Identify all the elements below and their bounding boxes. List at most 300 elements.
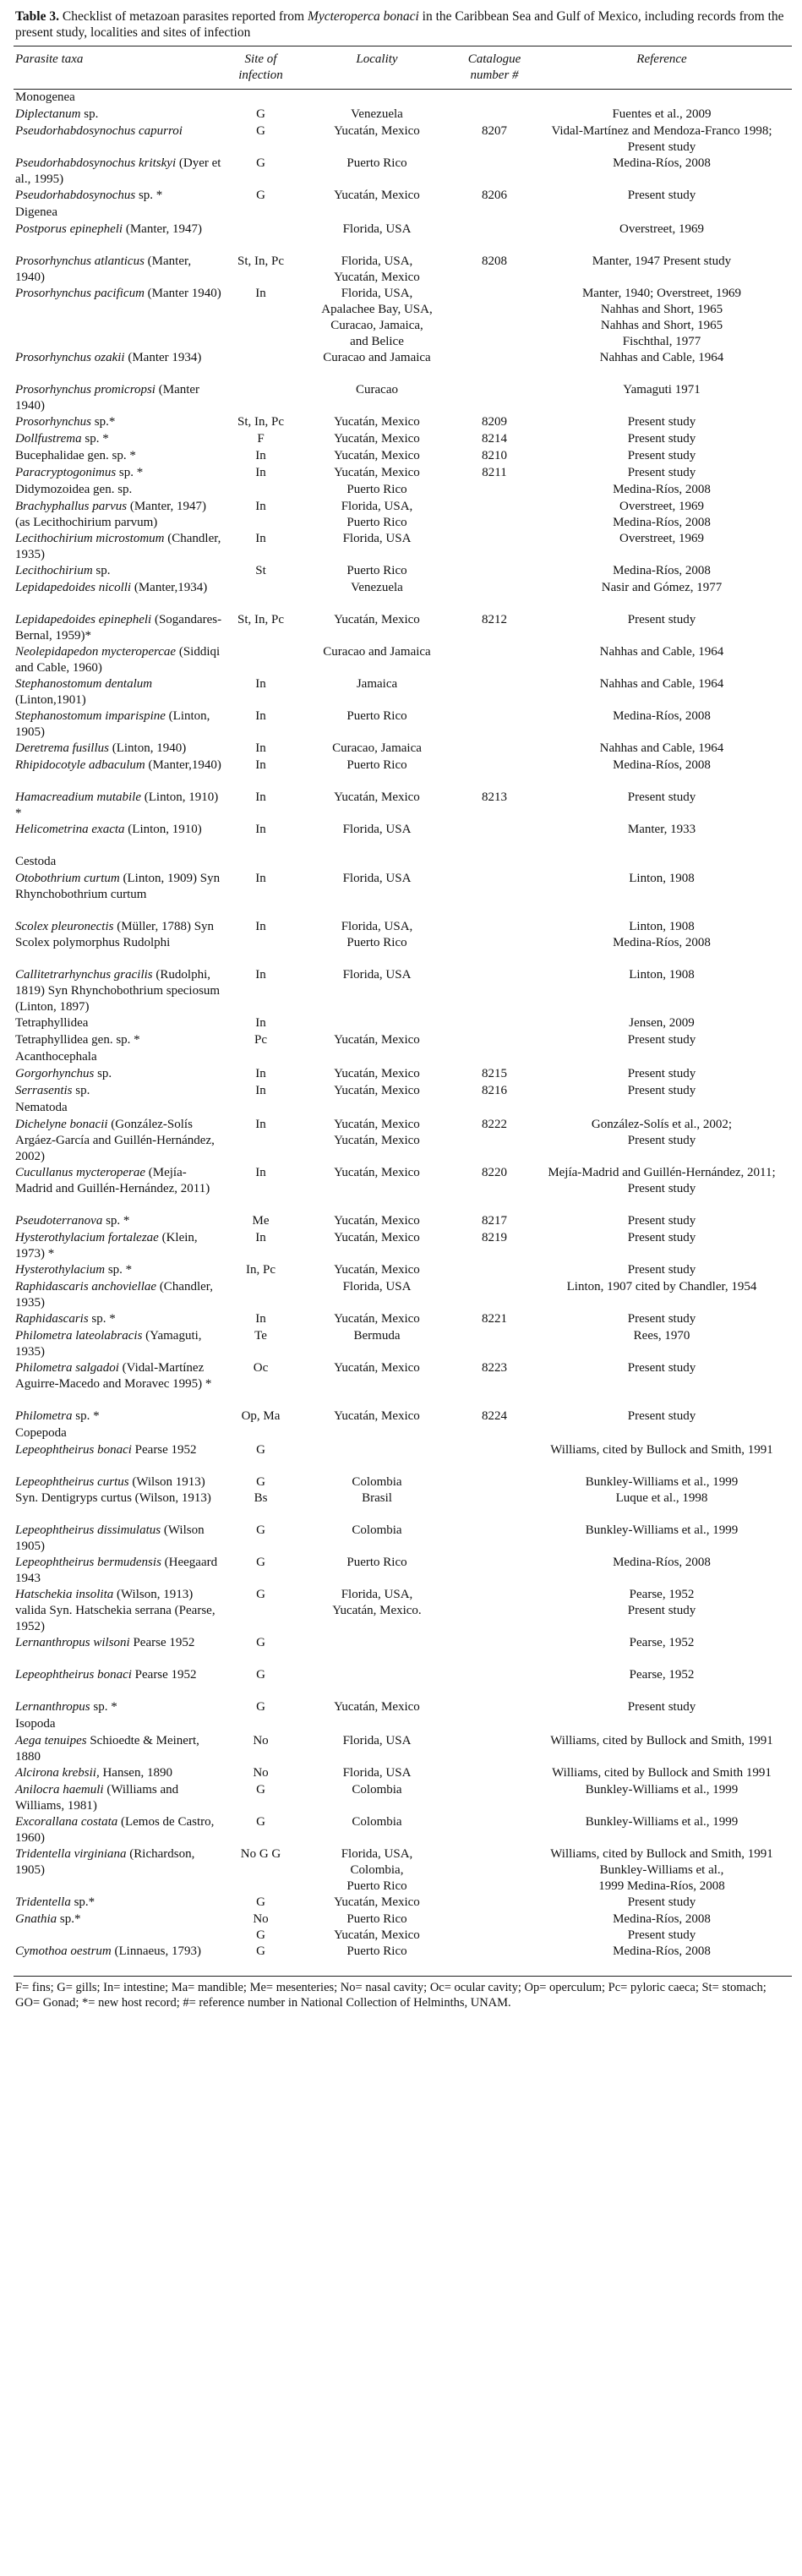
cell-site-of-infection xyxy=(225,482,297,499)
taxon-name: Excorallana costata xyxy=(15,1815,118,1829)
cell-catalogue-number xyxy=(457,1765,532,1782)
cell-parasite-taxon xyxy=(14,967,225,1015)
cell-locality xyxy=(297,1442,457,1474)
cell-parasite-taxon xyxy=(14,1765,225,1782)
cell-site-of-infection: In xyxy=(255,823,266,836)
table-row xyxy=(14,708,792,741)
cell-locality: Yucatán, Mexico xyxy=(334,1263,420,1277)
cell-site-of-infection: In xyxy=(255,741,266,755)
taxon-author: (Manter 1934) xyxy=(128,351,202,364)
cell-reference: Present study xyxy=(627,1263,696,1277)
taxon-author: (Wilson 1913) Syn. Dentigryps curtus (Wilson, 1913) xyxy=(15,1475,211,1505)
taxon-author: (Linton, 1910) xyxy=(128,823,202,836)
cell-locality: Yucatán, Mexico xyxy=(334,1312,420,1326)
taxon-author: (Manter, 1940) xyxy=(15,254,192,284)
table-row xyxy=(14,919,792,967)
cell-locality: Florida, USA xyxy=(342,968,412,982)
taxon-author: (Manter, 1947) xyxy=(125,222,203,236)
cell-catalogue-number: 8209 xyxy=(482,415,507,429)
table-row xyxy=(14,1032,792,1049)
cell-locality: Yucatán, Mexico xyxy=(334,432,420,446)
cell-reference: Medina-Ríos, 2008 xyxy=(613,758,711,772)
cell-parasite-taxon xyxy=(14,1523,225,1555)
taxon-name: Lepidapedoides nicolli xyxy=(15,581,132,594)
table-row xyxy=(14,1555,792,1587)
cell-locality: Yucatán, Mexico xyxy=(334,449,420,462)
cell-locality: Curacao and Jamaica xyxy=(323,351,431,364)
cell-parasite-taxon xyxy=(14,1015,225,1032)
cell-site-of-infection xyxy=(225,350,297,382)
cell-site-of-infection: In xyxy=(255,1067,266,1080)
cell-parasite-taxon xyxy=(14,1846,225,1895)
taxon-author: (Klein, 1973) * xyxy=(15,1231,198,1261)
cell-parasite-taxon xyxy=(14,1733,225,1765)
cell-reference: Williams, cited by Bullock and Smith, 1991 xyxy=(550,1443,773,1457)
cell-parasite-taxon xyxy=(14,708,225,741)
taxon-name: Prosorhynchus atlanticus xyxy=(15,254,145,268)
cell-parasite-taxon xyxy=(14,448,225,465)
cell-reference: Present study xyxy=(627,1895,696,1909)
cell-reference: Present study xyxy=(627,1067,696,1080)
taxon-author: sp. * xyxy=(106,1214,130,1228)
cell-catalogue-number: 8220 xyxy=(482,1166,507,1179)
taxon-author: (Manter, 1947) (as Lecithochirium parvum) xyxy=(15,500,207,529)
table-row xyxy=(14,1311,792,1328)
table-row xyxy=(14,107,792,123)
cell-locality: Yucatán, Mexico xyxy=(334,189,420,202)
taxon-author: (Dyer et al., 1995) xyxy=(15,156,221,186)
table-row xyxy=(14,188,792,205)
cell-catalogue-number xyxy=(457,382,532,414)
cell-site-of-infection: In xyxy=(255,1231,266,1244)
cell-parasite-taxon xyxy=(14,431,225,448)
taxon-author: sp. * xyxy=(107,1263,133,1277)
group-row xyxy=(14,1716,792,1733)
group-row xyxy=(14,205,792,222)
cell-reference: Pearse, 1952 Present study xyxy=(627,1588,696,1617)
cell-reference: Present study xyxy=(627,1361,696,1375)
taxon-name: Aega tenuipes xyxy=(15,1734,87,1747)
cell-catalogue-number: 8214 xyxy=(482,432,507,446)
table-row xyxy=(14,644,792,676)
parasite-checklist-table xyxy=(14,46,792,1977)
cell-reference: Overstreet, 1969 xyxy=(619,532,704,545)
cell-reference: Present study xyxy=(627,415,696,429)
cell-locality: Venezuela xyxy=(351,107,403,121)
cell-catalogue-number xyxy=(457,1944,532,1977)
table-row xyxy=(14,414,792,431)
cell-catalogue-number xyxy=(457,1667,532,1699)
taxon-author: sp. * xyxy=(85,432,109,446)
cell-catalogue-number xyxy=(457,919,532,967)
caption-text-after: in the Caribbean Sea and Gulf of Mexico, including records from the present study, localities and sites of infection xyxy=(15,9,784,40)
taxon-name: Gnathia xyxy=(15,1912,57,1926)
table-row xyxy=(14,967,792,1015)
cell-reference: Present study xyxy=(627,432,696,446)
cell-parasite-taxon xyxy=(14,644,225,676)
table-row xyxy=(14,1733,792,1765)
cell-catalogue-number xyxy=(457,644,532,676)
cell-reference: Present study xyxy=(627,613,696,626)
taxon-author: (Sogandares-Bernal, 1959)* xyxy=(15,613,222,643)
cell-locality: Colombia xyxy=(352,1783,402,1797)
cell-site-of-infection: In xyxy=(255,466,266,479)
group-name: Nematoda xyxy=(15,1101,68,1114)
cell-reference: Present study xyxy=(627,1084,696,1097)
header-site-of-infection: Site of infection xyxy=(225,46,297,90)
cell-reference: Nahhas and Cable, 1964 xyxy=(599,741,724,755)
cell-catalogue-number xyxy=(457,1814,532,1846)
taxon-author: (Lemos de Castro, 1960) xyxy=(15,1815,215,1845)
cell-locality: Florida, USA, Yucatán, Mexico xyxy=(334,254,420,284)
cell-catalogue-number xyxy=(457,482,532,499)
taxon-name: Stephanostomum dentalum xyxy=(15,677,153,691)
table-row xyxy=(14,1667,792,1699)
taxon-name: Pseudorhabdosynochus kritskyi xyxy=(15,156,177,170)
group-name: Copepoda xyxy=(15,1426,67,1440)
cell-site-of-infection: G xyxy=(256,1895,265,1909)
cell-reference: Present study xyxy=(627,466,696,479)
cell-site-of-infection: F xyxy=(257,432,265,446)
cell-reference: Williams, cited by Bullock and Smith, 1991 xyxy=(550,1734,773,1747)
cell-parasite-taxon xyxy=(14,222,225,254)
cell-locality: Yucatán, Mexico xyxy=(334,415,420,429)
cell-parasite-taxon xyxy=(14,871,225,919)
taxon-name: Neolepidapedon mycteropercae xyxy=(15,645,177,659)
cell-catalogue-number: 8206 xyxy=(482,189,507,202)
cell-locality xyxy=(297,1667,457,1699)
taxon-name: Philometra lateolabracis xyxy=(15,1329,143,1343)
cell-site-of-infection: St, In, Pc xyxy=(237,415,284,429)
cell-reference: Present study xyxy=(627,1214,696,1228)
taxon-author: (Mejía-Madrid and Guillén-Hernández, 2011) xyxy=(15,1166,210,1195)
cell-site-of-infection: G xyxy=(256,1556,265,1569)
cell-parasite-taxon xyxy=(14,1066,225,1083)
cell-parasite-taxon xyxy=(14,1635,225,1667)
cell-reference: Medina-Ríos, 2008 Present study xyxy=(613,1912,711,1942)
cell-locality: Venezuela xyxy=(351,581,403,594)
cell-locality: Florida, USA xyxy=(342,1766,412,1780)
cell-reference: Manter, 1933 xyxy=(627,823,696,836)
cell-parasite-taxon xyxy=(14,1165,225,1213)
cell-catalogue-number xyxy=(457,580,532,612)
cell-site-of-infection: In xyxy=(255,500,266,513)
table-row xyxy=(14,1328,792,1360)
taxon-name: Prosorhynchus promicropsi xyxy=(15,383,155,397)
taxon-author: (Manter,1934) xyxy=(134,581,208,594)
taxon-name: Hysterothylacium xyxy=(15,1263,106,1277)
taxon-author: (Linton, 1910) * xyxy=(15,790,219,820)
cell-site-of-infection: In xyxy=(255,709,266,723)
cell-locality: Florida, USA, Puerto Rico xyxy=(341,500,413,529)
cell-locality: Jamaica xyxy=(356,677,398,691)
group-name: Cestoda xyxy=(15,855,57,868)
cell-site-of-infection: Me xyxy=(252,1214,270,1228)
taxon-name: Lepeophtheirus bonaci xyxy=(15,1668,132,1682)
taxon-name: Pseudorhabdosynochus capurroi xyxy=(15,124,183,138)
cell-locality: Florida, USA xyxy=(342,823,412,836)
taxon-author: (Linton, 1905) xyxy=(15,709,210,739)
cell-locality: Yucatán, Mexico xyxy=(334,613,420,626)
header-catalogue-number: Catalogue number # xyxy=(457,46,532,90)
taxon-author: (Linton, 1909) Syn Rhynchobothrium curtum xyxy=(15,872,221,901)
caption-host: Mycteroperca bonaci xyxy=(307,9,419,24)
cell-reference: Nasir and Gómez, 1977 xyxy=(601,581,723,594)
cell-locality: Yucatán, Mexico xyxy=(334,1084,420,1097)
cell-locality: Puerto Rico xyxy=(346,709,407,723)
cell-site-of-infection xyxy=(225,580,297,612)
cell-reference: Bunkley-Williams et al., 1999 xyxy=(585,1523,739,1537)
caption-text-before: Checklist of metazoan parasites reported from xyxy=(62,9,305,24)
cell-site-of-infection: Oc xyxy=(253,1361,269,1375)
taxon-name: Prosorhynchus xyxy=(15,415,91,429)
table-row xyxy=(14,1911,792,1944)
cell-catalogue-number: 8207 xyxy=(482,124,507,138)
cell-site-of-infection: Pc xyxy=(254,1033,267,1047)
taxon-author: (Wilson, 1913) valida Syn. Hatschekia serrana (Pearse, 1952) xyxy=(15,1588,216,1633)
cell-catalogue-number xyxy=(457,1442,532,1474)
cell-reference: Linton, 1907 cited by Chandler, 1954 xyxy=(566,1280,757,1293)
cell-reference: Linton, 1908 xyxy=(629,968,695,982)
taxon-name: Lepeophtheirus dissimulatus xyxy=(15,1523,161,1537)
taxon-name: Lepeophtheirus bermudensis xyxy=(15,1556,161,1569)
taxon-author: sp. xyxy=(97,1067,112,1080)
cell-reference: Pearse, 1952 xyxy=(629,1636,695,1649)
cell-site-of-infection: G xyxy=(256,1443,265,1457)
cell-locality: Florida, USA xyxy=(342,872,412,885)
cell-site-of-infection: St, In, Pc xyxy=(237,254,284,268)
taxon-name: Hysterothylacium fortalezae xyxy=(15,1231,159,1244)
cell-parasite-taxon xyxy=(14,1083,225,1100)
taxon-author: (Linton, 1940) xyxy=(112,741,187,755)
cell-locality: Florida, USA xyxy=(342,1280,412,1293)
cell-reference: Present study xyxy=(627,449,696,462)
cell-catalogue-number: 8216 xyxy=(482,1084,507,1097)
cell-site-of-infection: In xyxy=(255,1084,266,1097)
taxon-name: Deretrema fusillus xyxy=(15,741,109,755)
cell-parasite-taxon xyxy=(14,465,225,482)
cell-reference: Medina-Ríos, 2008 xyxy=(532,1944,792,1977)
taxon-author: (Richardson, 1905) xyxy=(15,1847,195,1877)
cell-catalogue-number xyxy=(457,1635,532,1667)
cell-site-of-infection: G xyxy=(256,107,265,121)
cell-parasite-taxon xyxy=(14,1328,225,1360)
table-row xyxy=(14,1782,792,1814)
cell-reference: Bunkley-Williams et al., 1999 xyxy=(585,1783,739,1797)
table-row xyxy=(14,1587,792,1635)
table-row xyxy=(14,1165,792,1213)
cell-parasite-taxon xyxy=(14,414,225,431)
taxon-author: (Heegaard 1943 xyxy=(15,1556,218,1585)
cell-site-of-infection: G xyxy=(256,124,265,138)
cell-site-of-infection: G xyxy=(256,156,265,170)
cell-parasite-taxon xyxy=(14,123,225,156)
table-footnote: F= fins; G= gills; In= intestine; Ma= mandible; Me= mesenteries; No= nasal cavity; Oc= ocular cavity; Op= operculum; Pc= pyloric caeca; St= stomach; GO= Gonad; *= new host record; #= reference number in National Collection of Helminths, UNAM. xyxy=(15,1981,767,2010)
taxon-name: Dollfustrema xyxy=(15,432,82,446)
cell-catalogue-number: 8223 xyxy=(482,1361,507,1375)
cell-locality: Puerto Rico xyxy=(346,1556,407,1569)
cell-reference: Manter, 1940; Overstreet, 1969 Nahhas and Short, 1965 Nahhas and Short, 1965 Fischthal, 1977 xyxy=(581,287,742,348)
taxon-author: sp.* xyxy=(94,415,116,429)
taxon-name: Pseudoterranova xyxy=(15,1214,103,1228)
cell-locality: Florida, USA xyxy=(342,532,412,545)
cell-site-of-infection: In xyxy=(255,968,266,982)
taxon-name: Philometra salgadoi xyxy=(15,1361,119,1375)
cell-site-of-infection: G xyxy=(256,1668,265,1682)
table-row xyxy=(14,431,792,448)
cell-parasite-taxon xyxy=(14,1782,225,1814)
cell-parasite-taxon xyxy=(14,107,225,123)
cell-reference: González-Solís et al., 2002; Present study xyxy=(591,1118,733,1147)
table-row xyxy=(14,1635,792,1667)
cell-locality xyxy=(297,1015,457,1032)
taxon-author: (Williams and Williams, 1981) xyxy=(15,1783,179,1813)
table-row xyxy=(14,741,792,757)
cell-parasite-taxon xyxy=(14,499,225,531)
cell-locality: Yucatán, Mexico xyxy=(334,1067,420,1080)
taxon-author: (Wilson 1905) xyxy=(15,1523,205,1553)
cell-site-of-infection: In xyxy=(255,532,266,545)
cell-site-of-infection: In xyxy=(255,1016,266,1030)
cell-catalogue-number xyxy=(457,1699,532,1716)
cell-locality: Yucatán, Mexico xyxy=(334,1033,420,1047)
taxon-name: Hamacreadium mutabile xyxy=(15,790,142,804)
table-row xyxy=(14,1442,792,1474)
cell-catalogue-number xyxy=(457,531,532,563)
taxon-author: sp. * xyxy=(118,466,144,479)
cell-site-of-infection: G xyxy=(256,1523,265,1537)
cell-reference: Rees, 1970 xyxy=(633,1329,690,1343)
cell-catalogue-number xyxy=(457,1279,532,1311)
cell-reference: Nahhas and Cable, 1964 xyxy=(599,351,724,364)
table-row xyxy=(14,871,792,919)
cell-catalogue-number xyxy=(457,757,532,790)
table-row xyxy=(14,254,792,286)
cell-catalogue-number xyxy=(457,499,532,531)
table-row xyxy=(14,1814,792,1846)
table-row xyxy=(14,350,792,382)
table-row xyxy=(14,1523,792,1555)
cell-site-of-infection: In xyxy=(255,920,266,933)
cell-parasite-taxon xyxy=(14,676,225,708)
cell-parasite-taxon xyxy=(14,563,225,580)
taxon-author: (Müller, 1788) Syn Scolex polymorphus Rudolphi xyxy=(15,920,215,949)
table-row xyxy=(14,499,792,531)
taxon-name: Tridentella xyxy=(15,1895,71,1909)
taxon-name: Dichelyne bonacii xyxy=(15,1118,108,1131)
taxon-author: (Chandler, 1935) xyxy=(15,532,221,561)
cell-locality: Puerto Rico xyxy=(346,564,407,577)
taxon-name: Raphidascaris anchoviellae xyxy=(15,1280,157,1293)
cell-parasite-taxon xyxy=(14,757,225,790)
taxon-name: Postporus epinepheli xyxy=(15,222,123,236)
taxon-name: Hatschekia insolita xyxy=(15,1588,114,1601)
cell-site-of-infection: In, Pc xyxy=(246,1263,276,1277)
cell-reference: Present study xyxy=(627,1231,696,1244)
cell-parasite-taxon xyxy=(14,612,225,644)
cell-site-of-infection: G xyxy=(256,189,265,202)
taxon-author: (Manter 1940) xyxy=(15,383,200,413)
taxon-author: Schioedte & Meinert, 1880 xyxy=(15,1734,199,1764)
table-row xyxy=(14,757,792,790)
cell-site-of-infection: St, In, Pc xyxy=(237,613,284,626)
taxon-author: sp. * xyxy=(91,1312,116,1326)
cell-catalogue-number: 8210 xyxy=(482,449,507,462)
taxon-author: sp. * xyxy=(93,1700,117,1714)
cell-site-of-infection: G xyxy=(256,1783,265,1797)
cell-site-of-infection xyxy=(225,222,297,254)
table-row xyxy=(14,1846,792,1895)
cell-site-of-infection: Te xyxy=(254,1329,267,1343)
taxon-name: Lecithochirium xyxy=(15,564,93,577)
cell-parasite-taxon xyxy=(14,531,225,563)
cell-reference: Fuentes et al., 2009 xyxy=(612,107,712,121)
cell-reference: Present study xyxy=(627,1033,696,1047)
cell-site-of-infection: No xyxy=(253,1734,269,1747)
cell-site-of-infection: In xyxy=(255,287,266,300)
cell-parasite-taxon xyxy=(14,1117,225,1165)
table-row xyxy=(14,1765,792,1782)
cell-site-of-infection: G xyxy=(256,1815,265,1829)
taxon-author: Tetraphyllidea gen. sp. * xyxy=(15,1033,140,1047)
taxon-author: Hansen, 1890 xyxy=(102,1766,172,1780)
table-row xyxy=(14,1474,792,1523)
cell-catalogue-number: 8222 xyxy=(482,1118,507,1131)
taxon-name: Scolex pleuronectis xyxy=(15,920,114,933)
taxon-author: Tetraphyllidea xyxy=(15,1016,89,1030)
cell-reference: Nahhas and Cable, 1964 xyxy=(599,677,724,691)
cell-catalogue-number xyxy=(457,286,532,350)
taxon-author: sp.* xyxy=(74,1895,95,1909)
taxon-author: (Chandler, 1935) xyxy=(15,1280,213,1310)
taxon-author: (Manter,1940) xyxy=(148,758,221,772)
cell-parasite-taxon xyxy=(14,350,225,382)
taxon-name: Gorgorhynchus xyxy=(15,1067,95,1080)
cell-catalogue-number: 8213 xyxy=(482,790,507,804)
taxon-name: Lepeophtheirus bonaci xyxy=(15,1443,132,1457)
group-row xyxy=(14,1049,792,1066)
cell-parasite-taxon xyxy=(14,156,225,188)
table-row xyxy=(14,482,792,499)
table-caption xyxy=(15,8,792,41)
cell-catalogue-number xyxy=(457,1474,532,1523)
group-name: Digenea xyxy=(15,205,57,219)
cell-parasite-taxon xyxy=(14,1408,225,1425)
taxon-author: (Linnaeus, 1793) xyxy=(114,1944,201,1958)
taxon-author: Didymozoidea gen. sp. xyxy=(15,483,133,496)
table-row xyxy=(14,580,792,612)
cell-locality: Colombia xyxy=(352,1815,402,1829)
table-row xyxy=(14,1213,792,1230)
cell-catalogue-number xyxy=(457,222,532,254)
cell-catalogue-number xyxy=(457,741,532,757)
cell-locality: Yucatán, Mexico xyxy=(334,1231,420,1244)
cell-parasite-taxon xyxy=(14,1587,225,1635)
cell-locality: Yucatán, Mexico Yucatán, Mexico xyxy=(334,1118,420,1147)
group-row xyxy=(14,1425,792,1442)
taxon-name: Brachyphallus parvus xyxy=(15,500,128,513)
cell-catalogue-number xyxy=(457,1587,532,1635)
cell-locality: Yucatán, Mexico xyxy=(334,790,420,804)
cell-parasite-taxon xyxy=(14,822,225,854)
taxon-name: Cymothoa oestrum xyxy=(15,1944,112,1958)
table-row xyxy=(14,563,792,580)
cell-reference: Present study xyxy=(627,189,696,202)
cell-site-of-infection: G Bs xyxy=(254,1475,268,1505)
cell-reference: Jensen, 2009 xyxy=(629,1016,695,1030)
cell-catalogue-number xyxy=(457,1032,532,1049)
cell-catalogue-number xyxy=(457,1328,532,1360)
